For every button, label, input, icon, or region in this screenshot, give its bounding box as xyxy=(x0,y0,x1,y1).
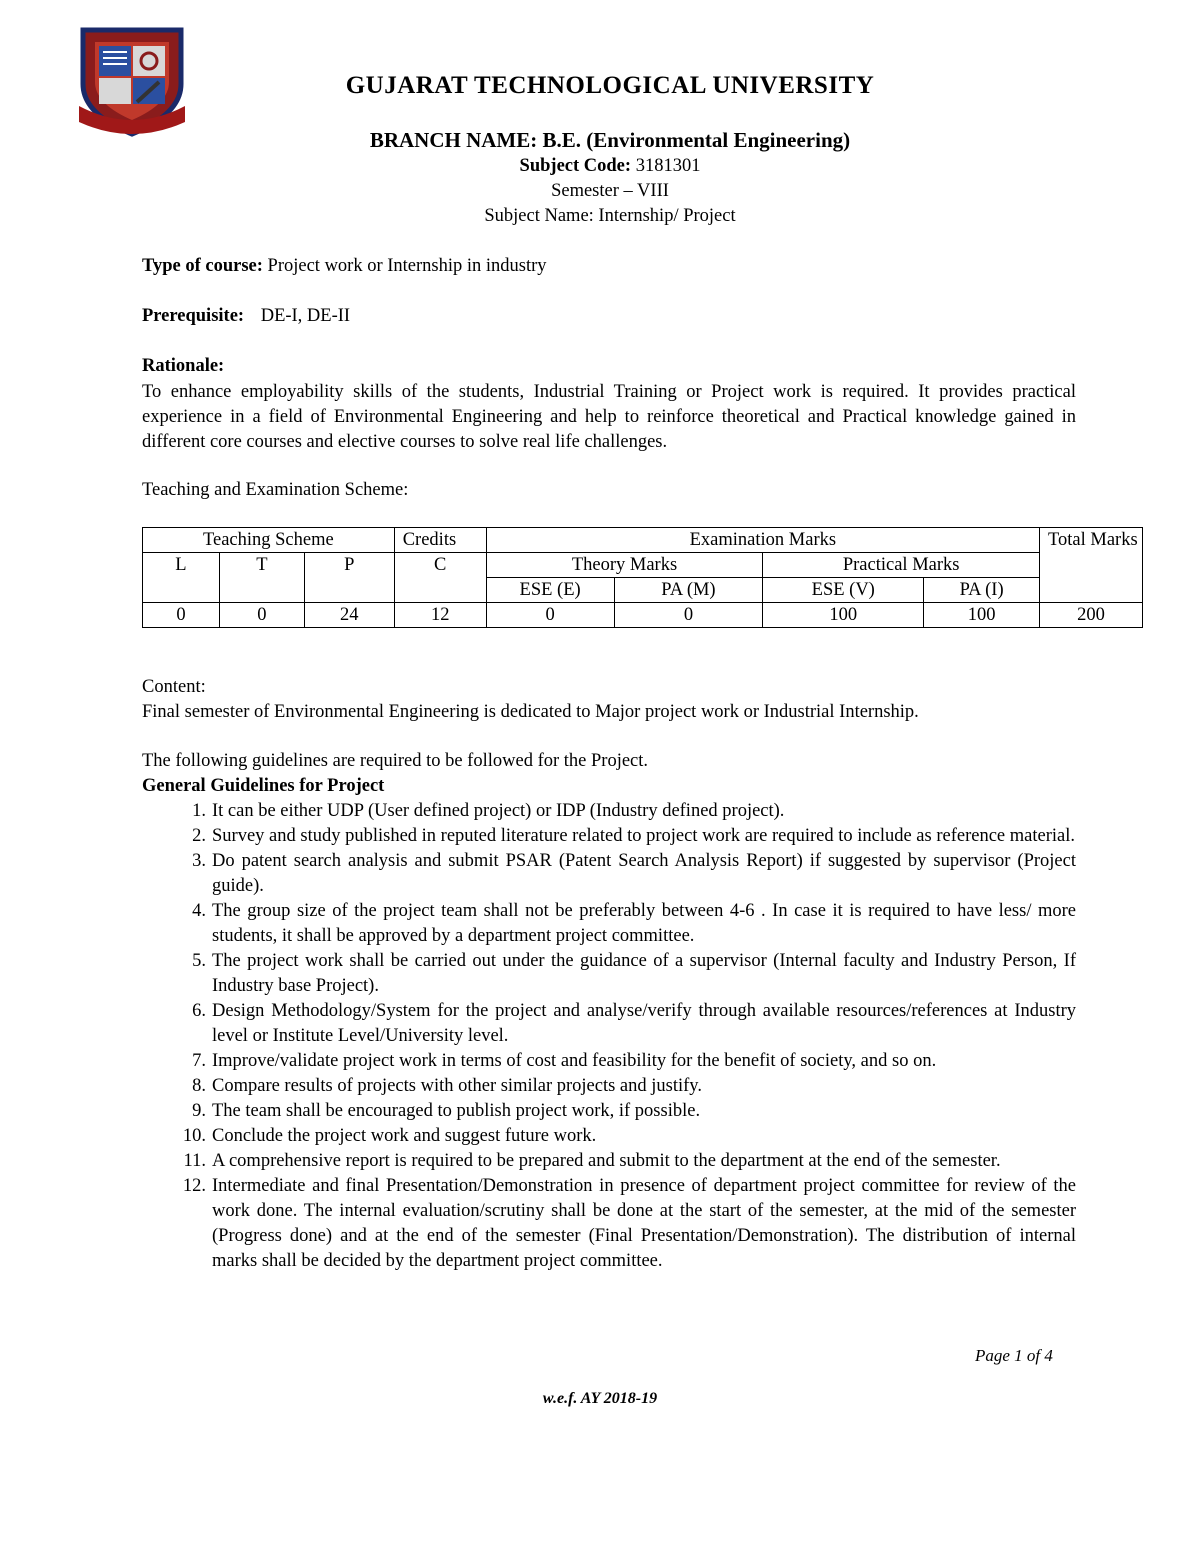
university-title: GUJARAT TECHNOLOGICAL UNIVERSITY xyxy=(345,72,875,99)
list-item-text: Intermediate and final Presentation/Demonstration in presence of department project committee for review of the work done. The internal evaluation/scrutiny shall be done at the start of the semester, at the mid of the semester (Progress done) and at the end of the semester (Final Presentation/Demonstration). The distribution of internal marks shall be decided by the department project committee. xyxy=(212,1176,1076,1271)
branch-value: B.E. (Environmental Engineering) xyxy=(542,128,851,152)
value-pa-i: 100 xyxy=(924,603,1040,628)
list-item-text: Improve/validate project work in terms of cost and feasibility for the benefit of society, and so on. xyxy=(212,1051,937,1071)
value-ese-e: 0 xyxy=(486,603,614,628)
list-item-text: Survey and study published in reputed literature related to project work are required to include as reference material. xyxy=(212,826,1075,846)
list-item-text: Design Methodology/System for the project and analyse/verify through available resources/references at Industry level or Institute Level/University level. xyxy=(212,1001,1076,1046)
list-item-text: A comprehensive report is required to be prepared and submit to the department at the end of the semester. xyxy=(212,1151,1001,1171)
value-pa-m: 0 xyxy=(614,603,763,628)
col-t-header: T xyxy=(219,553,304,603)
col-p-header: P xyxy=(304,553,394,603)
value-total: 200 xyxy=(1040,603,1143,628)
list-item-text: Do patent search analysis and submit PSAR (Patent Search Analysis Report) if suggested by supervisor (Project guide). xyxy=(212,851,1076,896)
list-item-number: 5. xyxy=(192,951,206,971)
ese-e-header: ESE (E) xyxy=(486,578,614,603)
value-p: 24 xyxy=(304,603,394,628)
list-item xyxy=(142,1124,1076,1149)
value-t: 0 xyxy=(219,603,304,628)
prerequisite-value: DE-I, DE-II xyxy=(260,306,351,326)
list-item-number: 12. xyxy=(182,1176,206,1196)
scheme-heading: Teaching and Examination Scheme: xyxy=(142,480,409,500)
list-item xyxy=(142,799,1076,824)
value-c: 12 xyxy=(394,603,486,628)
list-item-number: 3. xyxy=(192,851,206,871)
pa-i-header: PA (I) xyxy=(924,578,1040,603)
branch-label: BRANCH NAME: xyxy=(369,128,538,152)
theory-marks-header: Theory Marks xyxy=(486,553,763,578)
list-item xyxy=(142,849,1076,899)
credits-header: Credits xyxy=(394,528,486,553)
scheme-table xyxy=(142,527,1143,628)
list-item-text: The team shall be encouraged to publish project work, if possible. xyxy=(212,1101,701,1121)
prerequisite-label: Prerequisite: xyxy=(142,306,245,326)
content-heading: Content: xyxy=(142,677,206,697)
list-item xyxy=(142,1174,1076,1274)
list-item-number: 2. xyxy=(192,826,206,846)
list-item-number: 4. xyxy=(192,901,206,921)
list-item-text: The project work shall be carried out under the guidance of a supervisor (Internal faculty and Industry Person, If Industry base Project). xyxy=(212,951,1076,996)
total-marks-header: Total Marks xyxy=(1040,528,1143,603)
list-item xyxy=(142,824,1076,849)
list-item-text: It can be either UDP (User defined project) or IDP (Industry defined project). xyxy=(212,801,785,821)
list-item-number: 9. xyxy=(192,1101,206,1121)
list-item-number: 6. xyxy=(192,1001,206,1021)
col-l-header: L xyxy=(143,553,220,603)
pa-m-header: PA (M) xyxy=(614,578,763,603)
guidelines-list xyxy=(142,799,1076,1274)
list-item xyxy=(142,1049,1076,1074)
exam-marks-header: Examination Marks xyxy=(486,528,1039,553)
course-type xyxy=(142,256,547,277)
list-item-number: 11. xyxy=(183,1151,206,1171)
list-item xyxy=(142,1074,1076,1099)
content-text: Final semester of Environmental Engineering is dedicated to Major project work or Industrial Internship. xyxy=(142,702,919,722)
value-ese-v: 100 xyxy=(763,603,924,628)
subject-code-label: Subject Code: xyxy=(519,156,632,176)
subject-code-value: 3181301 xyxy=(635,156,701,176)
rationale-heading: Rationale: xyxy=(142,356,225,376)
gtu-crest-icon xyxy=(73,22,191,140)
list-item-text: Compare results of projects with other similar projects and justify. xyxy=(212,1076,702,1096)
teaching-scheme-header: Teaching Scheme xyxy=(143,528,395,553)
guidelines-heading: General Guidelines for Project xyxy=(142,776,385,796)
list-item-number: 7. xyxy=(192,1051,206,1071)
list-item xyxy=(142,899,1076,949)
list-item-number: 1. xyxy=(192,801,206,821)
list-item xyxy=(142,999,1076,1049)
page-number: Page 1 of 4 xyxy=(975,1346,1053,1365)
list-item-text: Conclude the project work and suggest future work. xyxy=(212,1126,597,1146)
course-type-label: Type of course: xyxy=(142,256,263,276)
list-item-number: 10. xyxy=(182,1126,206,1146)
list-item xyxy=(142,1149,1076,1174)
branch-line xyxy=(230,128,990,153)
subject-code-line xyxy=(230,156,990,177)
practical-marks-header: Practical Marks xyxy=(763,553,1040,578)
rationale-text: To enhance employability skills of the students, Industrial Training or Project work is required. It provides practical experience in a field of Environmental Engineering and help to reinforce theoretical and Practical knowledge gained in different core courses and elective courses to solve real life challenges. xyxy=(142,382,1076,452)
ese-v-header: ESE (V) xyxy=(763,578,924,603)
guidelines-intro: The following guidelines are required to be followed for the Project. xyxy=(142,751,649,771)
table-row xyxy=(143,603,1143,628)
course-type-value: Project work or Internship in industry xyxy=(267,256,547,276)
semester: Semester – VIII xyxy=(551,181,669,201)
effective-year: w.e.f. AY 2018-19 xyxy=(542,1390,658,1407)
prerequisite xyxy=(142,306,350,327)
subject-name: Subject Name: Internship/ Project xyxy=(484,206,736,226)
value-l: 0 xyxy=(143,603,220,628)
list-item-text: The group size of the project team shall not be preferably between 4-6 . In case it is required to have less/ more students, it shall be approved by a department project committee. xyxy=(212,901,1076,946)
list-item xyxy=(142,949,1076,999)
list-item-number: 8. xyxy=(192,1076,206,1096)
col-c-header: C xyxy=(394,553,486,603)
list-item xyxy=(142,1099,1076,1124)
